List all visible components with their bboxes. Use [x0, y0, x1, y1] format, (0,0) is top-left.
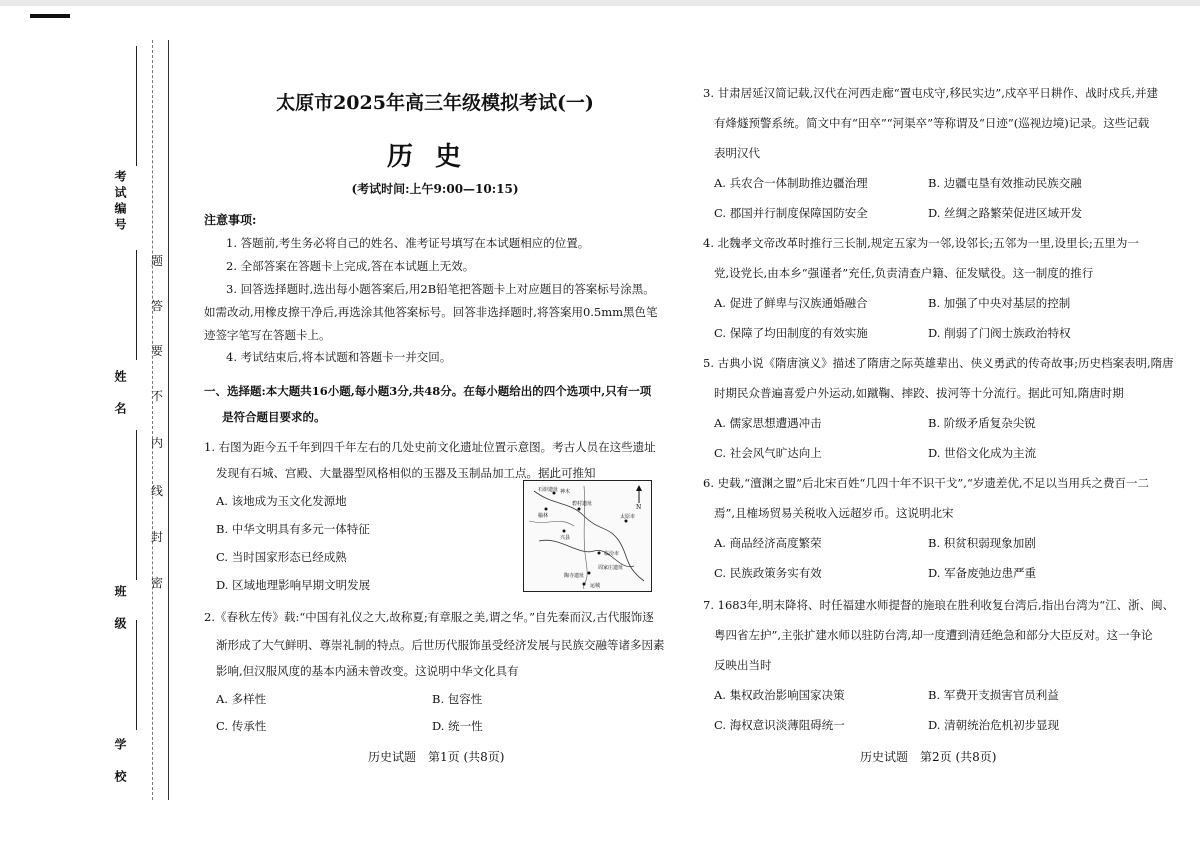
- map-label: 临汾市: [604, 551, 620, 557]
- binding-solid-line: [168, 40, 169, 800]
- q3-option-b: B. 边疆屯垦有效推动民族交融: [928, 176, 1082, 190]
- exam-time: (考试时间:上午9:00—10:15): [351, 182, 519, 196]
- q2-option-b: B. 包容性: [432, 692, 483, 706]
- subject-title: 历史: [386, 142, 483, 172]
- name-label: 姓 名: [113, 370, 127, 418]
- map-label: 周家庄遗址: [598, 565, 624, 571]
- left-page-footer: 历史试题 第1页 (共8页): [368, 750, 505, 764]
- exam-number-label: 考试编号: [113, 170, 127, 234]
- school-label: 学 校: [113, 738, 127, 786]
- seal-char: 题: [150, 254, 163, 268]
- q2-option-a: A. 多样性: [216, 692, 267, 706]
- note-line: 1. 答题前,考生务必将自己的姓名、准考证号填写在本试题相应的位置。: [226, 236, 590, 250]
- q3-option-a: A. 兵农合一体制助推边疆治理: [714, 176, 868, 190]
- q7-stem: 7. 1683年,明末降将、时任福建水师提督的施琅在胜利收复台湾后,指出台湾为“江、浙、闽、: [703, 598, 1175, 612]
- map-label: 石峁遗址: [538, 487, 559, 493]
- seal-char: 封: [150, 530, 163, 544]
- q4-option-b: B. 加强了中央对基层的控制: [928, 296, 1071, 310]
- map-north-label: N: [636, 504, 642, 511]
- seal-char: 答: [150, 299, 163, 313]
- q3-option-c: C. 郡国并行制度保障国防安全: [714, 206, 868, 220]
- q1-option-c: C. 当时国家形态已经成熟: [216, 550, 347, 564]
- q2-stem: 影响,但汉服风度的基本内涵未曾改变。这说明中华文化具有: [216, 664, 519, 678]
- q1-option-b: B. 中华文明具有多元一体特征: [216, 522, 370, 536]
- seal-char: 线: [150, 484, 163, 498]
- q4-stem: 党,设党长,由本乡“强谨者”充任,负责清查户籍、征发赋役。这一制度的推行: [714, 266, 1094, 280]
- q5-option-c: C. 社会风气旷达向上: [714, 446, 822, 460]
- map-label: 兴县: [560, 535, 571, 541]
- map-label: 太原市: [620, 514, 636, 520]
- note-line: 2. 全部答案在答题卡上完成,答在本试题上无效。: [226, 259, 475, 273]
- school-line: [136, 620, 137, 730]
- q2-stem: 2.《春秋左传》载:“中国有礼仪之大,故称夏;有章服之美,谓之华。”自先秦而汉,古代服饰逐: [204, 610, 654, 624]
- q3-stem: 有烽燧预警系统。简文中有“田卒”“河渠卒”等称谓及“日迹”(巡视边境)记录。这些记载: [714, 116, 1150, 130]
- q7-option-c: C. 海权意识淡薄阻碍统一: [714, 718, 845, 732]
- q6-option-a: A. 商品经济高度繁荣: [714, 536, 822, 550]
- q7-option-d: D. 清朝统治危机初步显现: [928, 718, 1060, 732]
- q6-stem: 6. 史载,“澶渊之盟”后北宋百姓“几四十年不识干戈”,“岁遗差优,不足以当用兵之费百一二: [703, 476, 1149, 490]
- q2-option-c: C. 传承性: [216, 719, 267, 733]
- seal-char: 不: [150, 389, 163, 403]
- q5-stem: 5. 古典小说《隋唐演义》描述了隋唐之际英雄辈出、侠义勇武的传奇故事;历史档案表明,隋唐: [703, 356, 1174, 370]
- corner-mark: [30, 14, 70, 18]
- q6-option-c: C. 民族政策务实有效: [714, 566, 822, 580]
- exam-number-line: [136, 46, 137, 166]
- q5-stem: 时期民众普遍喜爱户外运动,如蹴鞠、摔跤、拔河等十分流行。据此可知,隋唐时期: [714, 386, 1124, 400]
- q4-stem: 4. 北魏孝文帝改革时推行三长制,规定五家为一邻,设邻长;五邻为一里,设里长;五里为一: [703, 236, 1139, 250]
- right-page-footer: 历史试题 第2页 (共8页): [860, 750, 997, 764]
- map-label: 碧村遗址: [572, 501, 593, 507]
- q7-stem: 粤四省左护”,主张扩建水师以驻防台湾,却一度遭到清廷绝急和部分大臣反对。这一争论: [714, 628, 1153, 642]
- seal-char: 要: [150, 344, 163, 358]
- seal-char: 内: [150, 436, 163, 450]
- q7-option-b: B. 军费开支损害官员利益: [928, 688, 1059, 702]
- q6-option-b: B. 积贫积弱现象加剧: [928, 536, 1036, 550]
- q1-option-d: D. 区域地理影响早期文明发展: [216, 578, 371, 592]
- site-map-graphic: [524, 481, 651, 591]
- q4-option-a: A. 促进了鲜卑与汉族通婚融合: [714, 296, 868, 310]
- note-line: 4. 考试结束后,将本试题和答题卡一并交回。: [226, 350, 452, 364]
- note-line: 3. 回答选择题时,选出每小题答案后,用2B铅笔把答题卡上对应题目的答案标号涂黑。: [226, 282, 655, 296]
- q7-option-a: A. 集权政治影响国家决策: [714, 688, 845, 702]
- map-label: 神木: [560, 489, 571, 495]
- name-line: [136, 250, 137, 360]
- map-label: 运城: [590, 583, 601, 589]
- scan-edge: [0, 0, 1200, 6]
- exam-title: 太原市2025年高三年级模拟考试(一): [276, 92, 594, 114]
- class-line: [136, 430, 137, 580]
- q5-option-d: D. 世俗文化成为主流: [928, 446, 1037, 460]
- q2-stem: 渐形成了大气鲜明、尊崇礼制的特点。后世历代服饰虽受经济发展与民族交融等诸多因素: [216, 638, 665, 652]
- site-map: [523, 480, 652, 592]
- notes-heading: 注意事项:: [204, 213, 257, 227]
- seal-char: 密: [150, 576, 163, 590]
- q4-option-d: D. 削弱了门阀士族政治特权: [928, 326, 1071, 340]
- binding-dash-line: [152, 40, 153, 800]
- q4-option-c: C. 保障了均田制度的有效实施: [714, 326, 868, 340]
- q5-option-b: B. 阶级矛盾复杂尖锐: [928, 416, 1036, 430]
- section-heading-cont: 是符合题目要求的。: [222, 410, 326, 424]
- q3-option-d: D. 丝绸之路繁荣促进区域开发: [928, 206, 1083, 220]
- q1-stem: 1. 右图为距今五千年到四千年左右的几处史前文化遗址位置示意图。考古人员在这些遗址: [204, 440, 656, 454]
- note-line: 迹签字笔写在答题卡上。: [204, 328, 331, 342]
- q7-stem: 反映出当时: [714, 658, 772, 672]
- class-label: 班 级: [113, 585, 127, 633]
- q6-option-d: D. 军备废弛边患严重: [928, 566, 1037, 580]
- map-label: 陶寺遗址: [564, 573, 585, 579]
- section-heading: 一、选择题:本大题共16小题,每小题3分,共48分。在每小题给出的四个选项中,只有一项: [204, 384, 652, 398]
- q6-stem: 焉”,且榷场贸易关税收入远超岁币。这说明北宋: [714, 506, 954, 520]
- q5-option-a: A. 儒家思想遭遇冲击: [714, 416, 822, 430]
- q1-stem: 发现有石城、宫殿、大量器型风格相似的玉器及玉制品加工点。据此可推知: [216, 466, 596, 480]
- q1-option-a: A. 该地成为玉文化发源地: [216, 494, 347, 508]
- q3-stem: 3. 甘肃居延汉简记载,汉代在河西走廊“置屯戍守,移民实边”,戍卒平日耕作、战时戍兵,并建: [703, 86, 1159, 100]
- q2-option-d: D. 统一性: [432, 719, 483, 733]
- note-line: 如需改动,用橡皮擦干净后,再选涂其他答案标号。回答非选择题时,将答案用0.5mm黑色笔: [204, 305, 658, 319]
- q3-stem: 表明汉代: [714, 146, 760, 160]
- map-label: 榆林: [538, 513, 549, 519]
